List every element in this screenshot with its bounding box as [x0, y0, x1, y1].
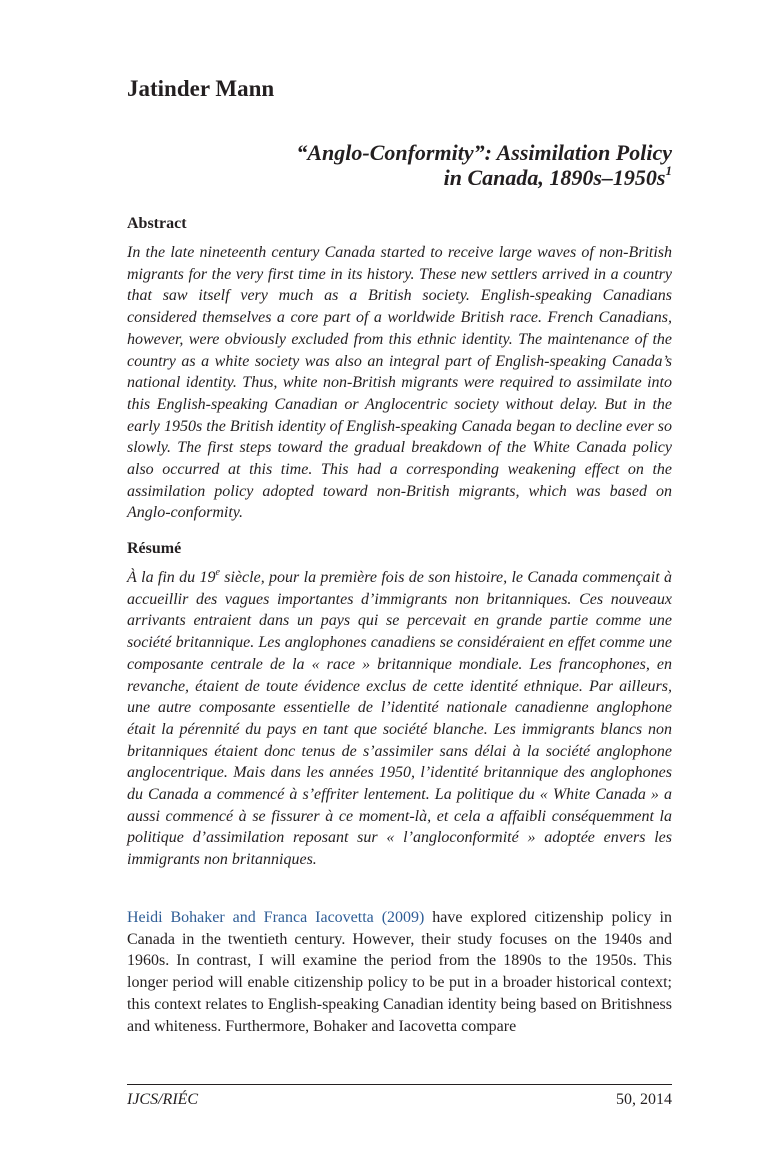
article-title: [127, 140, 672, 190]
journal-name: IJCS/RIÉC: [127, 1091, 199, 1108]
author-name: Jatinder Mann: [127, 76, 275, 101]
title-line-1: “Anglo-Conformity”: Assimilation Policy: [296, 140, 672, 165]
resume-heading: Résumé: [127, 540, 182, 557]
issue-number: 50, 2014: [616, 1091, 672, 1108]
footer-rule: [127, 1084, 672, 1085]
page: [127, 0, 672, 1152]
title-line-2: in Canada, 1890s–1950s: [443, 165, 666, 190]
abstract-heading: Abstract: [127, 215, 187, 232]
abstract-text: In the late nineteenth century Canada started to receive large waves of non-British migrants for the very first time in its history. These new settlers arrived in a country that saw itself very much as a British society. English-speaking Canadians considered themselves a core part of a worldwide British race. French Canadians, however, were obviously excluded from this ethnic identity. The maintenance of the country as a white society was also an integral part of English-speaking Canada’s national identity. Thus, white non-British migrants were required to assimilate into this English-speaking Canadian or Anglocentric society without delay. But in the early 1950s the British identity of English-speaking Canada began to decline ever so slowly. The first steps toward the gradual breakdown of the White Canada policy also occurred at this time. This had a corresponding weakening effect on the assimilation policy adopted toward non-British migrants, which was based on Anglo-conformity.: [127, 244, 672, 522]
resume-text-start: À la fin du 19: [127, 569, 216, 586]
body-text: have explored citizenship policy in Canada in the twentieth century. However, their study focuses on the 1940s and 1960s. In contrast, I will examine the period from the 1890s to the 1950s. This longer period will enable citizenship policy to be put in a broader historical context; this context relates to English-speaking Canadian identity being based on Britishness and whiteness. Furthermore, Bohaker and Iacovetta compare: [127, 909, 672, 1035]
resume-superscript: e: [215, 566, 220, 578]
citation-link[interactable]: Heidi Bohaker and Franca Iacovetta (2009): [127, 909, 425, 926]
resume-text-rest: siècle, pour la première fois de son histoire, le Canada commençait à accueillir des vagues importantes d’immigrants non britanniques. Ces nouveaux arrivants entraient dans un pays qui se percevait en grande partie comme une société britannique. Les anglophones canadiens se considéraient en effet comme une composante centrale de la « race » britannique mondiale. Les francophones, en revanche, étaient de toute évidence exclus de cette identité ethnique. Par ailleurs, une autre composante essentielle de l’identité nationale canadienne anglophone était la pérennité du pays en tant que société blanche. Les immigrants blancs non britanniques étaient donc tenus de s’assimiler sans délai à la société anglophone anglocentrique. Mais dans les années 1950, l’identité britannique des anglophones du Canada a commencé à s’effriter lentement. La politique du « White Canada » a aussi commencé à se fissurer à ce moment-là, et cela a affaibli conséquemment la politique d’assimilation reposant sur « l’angloconformité » adoptée envers les immigrants non britanniques.: [127, 569, 672, 869]
resume-text: [127, 567, 672, 871]
title-footnote-ref[interactable]: 1: [665, 162, 672, 178]
body-paragraph: [127, 907, 672, 1037]
